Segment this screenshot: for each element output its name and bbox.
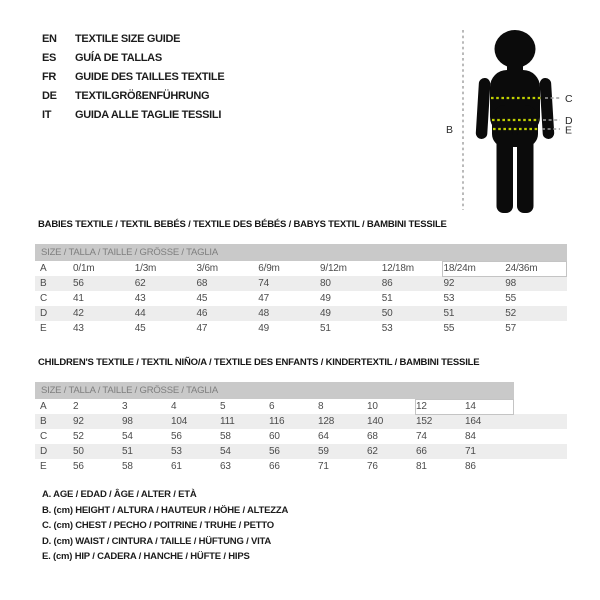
size-value-cell: 49 (258, 323, 269, 334)
size-value-cell: 55 (443, 323, 455, 334)
size-value-cell: 51 (381, 293, 393, 304)
size-value-cell: 53 (381, 323, 393, 334)
size-row-D (35, 444, 567, 459)
size-value-cell: 12 (416, 401, 427, 412)
language-title: TEXTILGRÖßENFÜHRUNG (75, 89, 210, 102)
size-value-cell: 98 (505, 278, 516, 289)
language-code: IT (42, 108, 52, 121)
size-row-B (35, 276, 567, 291)
size-value-cell: 74 (258, 278, 269, 289)
size-value-cell: 152 (416, 416, 433, 427)
size-value-cell: 92 (443, 278, 455, 289)
chest-label: C (565, 93, 573, 105)
language-row-en (42, 29, 224, 48)
size-value-cell: 53 (443, 293, 455, 304)
size-value-cell: 81 (416, 461, 427, 472)
size-value-cell: 62 (367, 446, 378, 457)
size-value-cell: 62 (134, 278, 146, 289)
size-value-cell: 49 (320, 308, 331, 319)
size-value-cell: 54 (122, 431, 133, 442)
size-row-C (35, 291, 567, 306)
size-value-cell: 50 (381, 308, 393, 319)
size-value-cell: 44 (134, 308, 146, 319)
size-value-cell: 58 (122, 461, 133, 472)
row-label: C (40, 293, 48, 304)
size-value-cell: 56 (73, 461, 84, 472)
row-label: A (40, 401, 47, 412)
size-value-cell: 80 (320, 278, 331, 289)
size-row-A (35, 261, 567, 276)
size-value-cell: 45 (134, 323, 146, 334)
size-value-cell: 0/1m (73, 263, 95, 274)
size-value-cell: 128 (318, 416, 335, 427)
size-value-cell: 2 (73, 401, 79, 412)
size-value-cell: 52 (73, 431, 84, 442)
size-value-cell: 47 (258, 293, 269, 304)
size-row-E (35, 459, 567, 474)
children-size-table-section (35, 357, 567, 474)
language-row-es (42, 48, 224, 67)
measurement-legend (42, 487, 288, 565)
language-row-de (42, 86, 224, 105)
language-row-it (42, 105, 224, 124)
size-value-cell: 5 (220, 401, 226, 412)
size-value-cell: 116 (269, 416, 285, 427)
size-value-cell: 51 (122, 446, 133, 457)
size-value-cell: 42 (73, 308, 84, 319)
size-value-cell: 74 (416, 431, 427, 442)
size-value-cell: 68 (367, 431, 378, 442)
size-value-cell: 86 (465, 461, 476, 472)
size-row-D (35, 306, 567, 321)
language-row-fr (42, 67, 224, 86)
child-silhouette-figure (420, 8, 600, 218)
height-label: B (446, 124, 454, 136)
size-value-cell: 6/9m (258, 263, 280, 274)
size-value-cell: 53 (171, 446, 182, 457)
size-value-cell: 56 (269, 446, 280, 457)
size-value-cell: 56 (171, 431, 182, 442)
language-title: GUIDE DES TAILLES TEXTILE (75, 70, 225, 83)
size-value-cell: 12/18m (381, 263, 414, 274)
language-code: ES (42, 51, 57, 64)
legend-line-age: A. AGE / EDAD / ÂGE / ALTER / ETÀ (42, 489, 197, 500)
language-code: DE (42, 89, 57, 102)
size-value-cell: 76 (367, 461, 378, 472)
babies-table-title: BABIES TEXTILE / TEXTIL BEBÉS / TEXTILE DES BÉBÉS / BABYS TEXTIL / BAMBINI TESSILE (38, 219, 447, 230)
size-value-cell: 43 (73, 323, 84, 334)
size-value-cell: 18/24m (443, 263, 476, 274)
children-table-title: CHILDREN'S TEXTILE / TEXTIL NIÑO/A / TEXTILE DES ENFANTS / KINDERTEXTIL / BAMBINI TESSILE (38, 357, 480, 368)
language-title: GUIDA ALLE TAGLIE TESSILI (75, 108, 222, 121)
size-value-cell: 66 (269, 461, 280, 472)
size-value-cell: 45 (196, 293, 208, 304)
size-value-cell: 52 (505, 308, 516, 319)
size-value-cell: 104 (171, 416, 188, 427)
size-value-cell: 71 (318, 461, 329, 472)
size-value-cell: 51 (443, 308, 455, 319)
size-value-cell: 58 (220, 431, 231, 442)
row-label: C (40, 431, 48, 442)
legend-line-chest: C. (cm) CHEST / PECHO / POITRINE / TRUHE / PETTO (42, 520, 274, 531)
size-value-cell: 111 (220, 416, 235, 427)
size-value-cell: 46 (196, 308, 208, 319)
size-value-cell: 1/3m (134, 263, 157, 274)
row-label: E (40, 323, 47, 334)
language-code: EN (42, 32, 57, 45)
size-value-cell: 63 (220, 461, 231, 472)
size-value-cell: 98 (122, 416, 133, 427)
babies-size-table (35, 261, 567, 336)
size-value-cell: 49 (320, 293, 331, 304)
size-value-cell: 56 (73, 278, 84, 289)
babies-size-table-section (35, 219, 567, 336)
size-value-cell: 41 (73, 293, 84, 304)
waist-label: D (565, 115, 573, 127)
hip-label: E (565, 124, 573, 137)
size-value-cell: 10 (367, 401, 378, 412)
language-title: TEXTILE SIZE GUIDE (75, 32, 181, 45)
size-value-cell: 43 (134, 293, 146, 304)
size-value-cell: 47 (196, 323, 208, 334)
size-value-cell: 57 (505, 323, 516, 334)
size-value-cell: 68 (196, 278, 208, 289)
size-value-cell: 66 (416, 446, 427, 457)
size-value-cell: 140 (367, 416, 384, 427)
language-code: FR (42, 70, 57, 83)
size-row-E (35, 321, 567, 336)
size-value-cell: 51 (320, 323, 331, 334)
row-label: D (40, 308, 48, 319)
size-value-cell: 4 (171, 401, 177, 412)
legend-line-height: B. (cm) HEIGHT / ALTURA / HAUTEUR / HÖHE / ALTEZZA (42, 504, 289, 516)
size-value-cell: 54 (220, 446, 231, 457)
row-label: D (40, 446, 48, 457)
babies-size-header-bar: SIZE / TALLA / TAILLE / GRÖSSE / TAGLIA (35, 244, 567, 261)
size-value-cell: 61 (171, 461, 182, 472)
row-label: B (40, 416, 47, 427)
size-value-cell: 86 (381, 278, 393, 289)
size-row-B (35, 414, 567, 429)
size-value-cell: 3/6m (196, 263, 218, 274)
children-size-header-bar: SIZE / TALLA / TAILLE / GRÖSSE / TAGLIA (35, 382, 514, 399)
child-silhouette (475, 30, 554, 213)
size-value-cell: 59 (318, 446, 329, 457)
legend-line-waist: D. (cm) WAIST / CINTURA / TAILLE / HÜFTUNG / VITA (42, 535, 272, 547)
size-value-cell: 71 (465, 446, 476, 457)
size-value-cell: 8 (318, 401, 324, 412)
size-value-cell: 9/12m (320, 263, 347, 274)
row-label: B (40, 278, 47, 289)
language-title: GUÍA DE TALLAS (75, 51, 162, 64)
size-value-cell: 3 (122, 401, 128, 412)
row-label: E (40, 461, 47, 472)
size-value-cell: 60 (269, 431, 280, 442)
size-value-cell: 84 (465, 431, 476, 442)
size-value-cell: 92 (73, 416, 84, 427)
language-title-list (42, 29, 224, 124)
size-value-cell: 55 (505, 293, 516, 304)
legend-line-hip: E. (cm) HIP / CADERA / HANCHE / HÜFTE / HIPS (42, 551, 250, 562)
size-value-cell: 164 (465, 416, 482, 427)
children-size-table (35, 399, 567, 474)
row-label: A (40, 263, 47, 274)
size-value-cell: 6 (269, 401, 275, 412)
size-row-A (35, 399, 567, 414)
size-value-cell: 64 (318, 431, 329, 442)
size-value-cell: 48 (258, 308, 269, 319)
size-value-cell: 14 (465, 401, 476, 412)
size-value-cell: 50 (73, 446, 84, 457)
size-value-cell: 24/36m (505, 263, 538, 274)
size-row-C (35, 429, 567, 444)
